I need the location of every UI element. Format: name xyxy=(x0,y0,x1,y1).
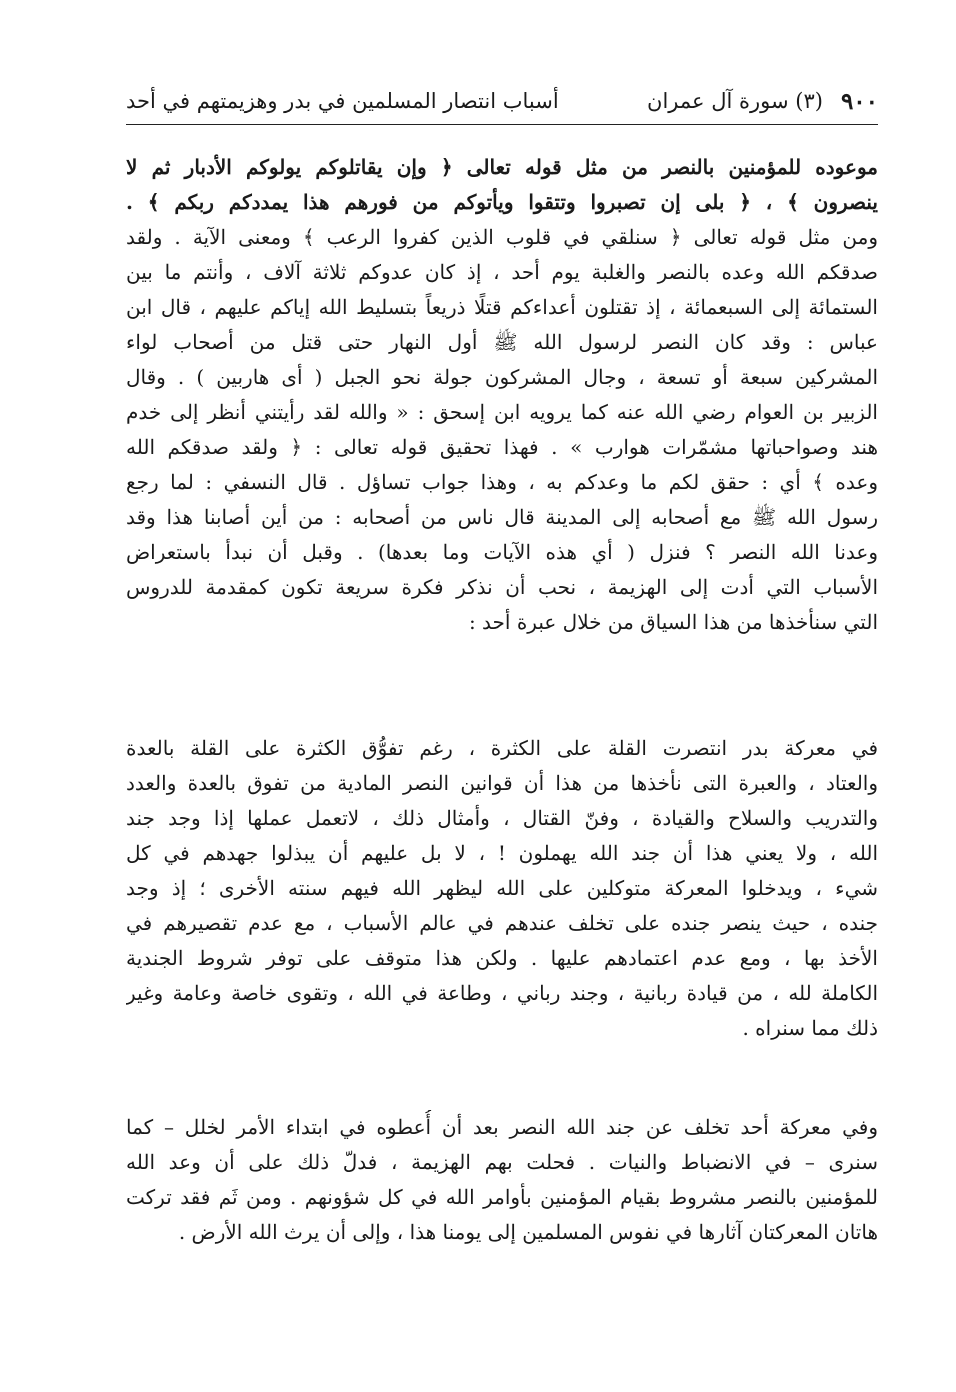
text-line: جنده ، حيث ينصر جنده على تخلف عندهم في عالم الأسباب ، مع عدم تقصيرهم في xyxy=(126,911,878,935)
text-line: ومن مثل قوله تعالى ﴿ سنلقي في قلوب الذين كفروا الرعب ﴾ ومعنى الآية . ولقد xyxy=(126,225,878,249)
header-right xyxy=(647,88,878,115)
text-line: الله ، ولا يعني هذا أن جند الله يهملون ! ، لا بل عليهم أن يبذلوا جهدهم في كل xyxy=(126,841,878,865)
header-rule xyxy=(126,124,878,125)
text-line: ينصرون ﴾ ، ﴿ بلى إن تصبروا وتتقوا ويأتوكم من فورهم هذا يمددكم ربكم ﴾ . xyxy=(126,190,878,214)
page-header xyxy=(126,84,878,118)
surah-label: (٣) سورة آل عمران xyxy=(647,89,823,113)
text-line: التي سنأخذها من هذا السياق من خلال عبرة أحد : xyxy=(468,610,878,634)
text-line: الزبير بن العوام رضي الله عنه كما يرويه ابن إسحق : « والله لقد رأيتني أنظر إلى خدم xyxy=(126,400,878,424)
text-line: والتدريب والسلاح والقيادة ، وفنّ القتال ، وأمثال ذلك ، لاتعمل عملها إذا وجد جند xyxy=(126,806,878,830)
text-line: وعده ﴾ أي : حقق لكم ما وعدكم به ، وهذا جواب تساؤل . قال النسفي : لما رجع xyxy=(126,470,878,494)
text-line: هند وصواحباتها مشمّرات هوارب » . فهذا تحقيق قوله تعالى : ﴿ ولقد صدقكم الله xyxy=(126,435,878,459)
text-line: ذلك مما سنراه . xyxy=(742,1016,878,1040)
text-line: المشركين سبعة أو تسعة ، وجال المشركون جولة نحو الجبل ( أى هاربين ) . وقال xyxy=(126,365,878,389)
paragraph-2 xyxy=(126,731,878,1046)
paragraph-1 xyxy=(126,150,878,640)
text-line: وعدنا الله النصر ؟ فنزل ( أي هذه الآيات وما بعدها) . وقبل أن نبدأ باستعراض xyxy=(126,540,878,564)
text-line: موعوده للمؤمنين بالنصر من مثل قوله تعالى ﴿ وإن يقاتلوكم يولوكم الأدبار ثم لا xyxy=(126,155,878,179)
text-line: الأسباب التي أدت إلى الهزيمة ، نحب أن نذكر فكرة سريعة تكون كمقدمة للدروس xyxy=(126,575,878,599)
text-line: سنرى – في الانضباط والنيات . فحلت بهم الهزيمة ، فدلّ ذلك على أن وعد الله xyxy=(126,1150,878,1174)
page-number: ٩٠٠ xyxy=(840,87,878,115)
text-line: رسول الله ﷺ مع أصحابه إلى المدينة قال ناس من أصحابه : من أين أصابنا هذا وقد xyxy=(126,505,878,529)
text-line: للمؤمنين بالنصر مشروط بقيام المؤمنين بأوامر الله في كل شؤونهم . ومن ثَم فقد تركت xyxy=(126,1185,878,1209)
text-line: شيء ، ويدخلوا المعركة متوكلين على الله ليظهر الله فيهم سنته الأخرى ؛ إذ وجد xyxy=(126,876,878,900)
paragraph-3 xyxy=(126,1110,878,1250)
text-line: في معركة بدر انتصرت القلة على الكثرة ، رغم تفوُّق الكثرة على القلة بالعدة xyxy=(126,736,878,760)
text-line: والعتاد ، والعبرة التى نأخذها من هذا أن قوانين النصر المادية من تفوق بالعدة والعدد xyxy=(126,771,878,795)
text-line: الستمائة إلى السبعمائة ، إذ تقتلون أعداءكم قتلًا ذريعاً بتسليط الله إياكم عليهم ، قال ابن xyxy=(126,295,878,319)
text-line: عباس : وقد كان النصر لرسول الله ﷺ أول النهار حتى قتل من أصحاب لواء xyxy=(126,330,878,354)
text-line: وفي معركة أحد تخلف عن جند الله النصر بعد أن أُعطوه في ابتداء الأمر لخلل – كما xyxy=(126,1115,878,1139)
text-line: صدقكم الله وعده بالنصر والغلبة يوم أحد ، إذ كان عدوكم ثلاثة آلاف ، وأنتم ما بين xyxy=(126,260,878,284)
section-title: أسباب انتصار المسلمين في بدر وهزيمتهم في أحد xyxy=(126,89,559,113)
text-line: الأخذ بها ، ومع عدم اعتمادهم عليها . ولكن هذا متوقف على توفر شروط الجندية xyxy=(126,946,878,970)
text-line: الكاملة لله ، من قيادة ربانية ، وجند رباني ، وطاعة في الله ، وتقوى خاصة وعامة وغير xyxy=(126,981,878,1005)
text-line: هاتان المعركتان آثارها في نفوس المسلمين إلى يومنا هذا ، وإلى أن يرث الله الأرض . xyxy=(178,1220,878,1244)
